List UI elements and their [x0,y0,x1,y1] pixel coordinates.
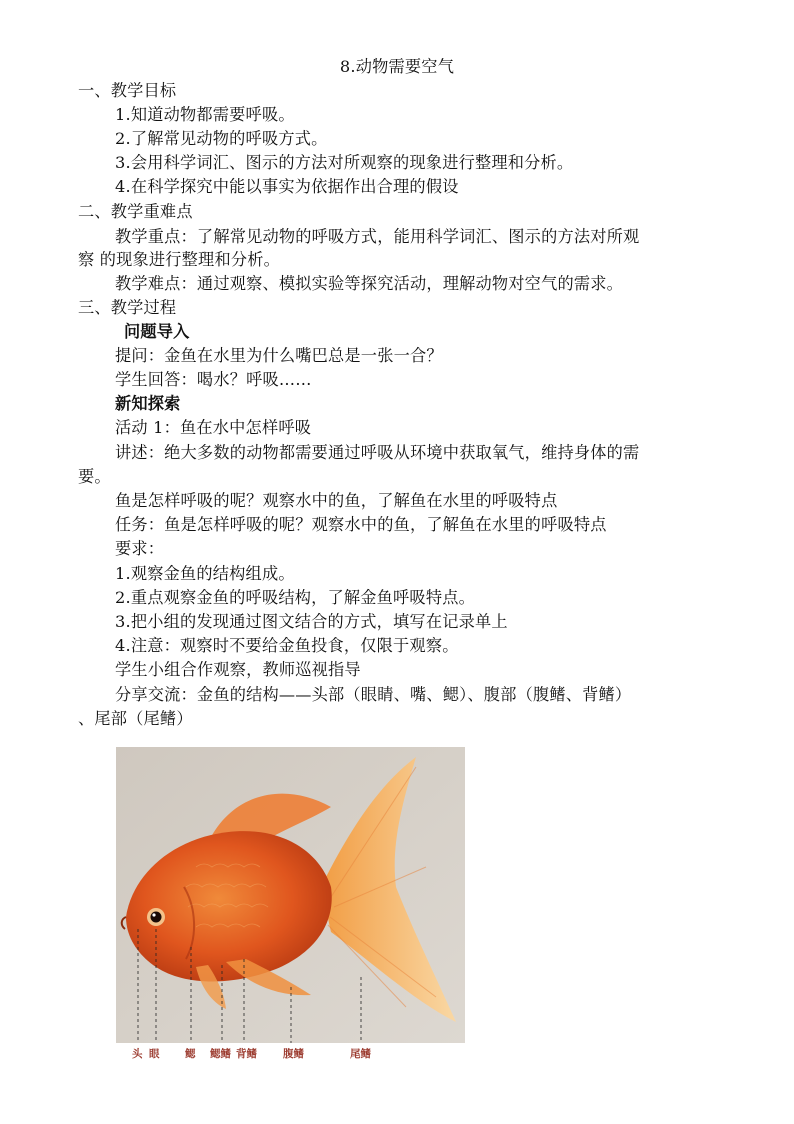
page-title: 8.动物需要空气 [339,57,455,76]
goal-item: 2.了解常见动物的呼吸方式。 [115,129,328,148]
requirement-item: 2.重点观察金鱼的呼吸结构，了解金鱼呼吸特点。 [115,588,475,607]
requirement-item: 1.观察金鱼的结构组成。 [115,564,295,583]
figure-labels [0,1046,794,1066]
figure-label-belly-fin: 腹鳍 [283,1048,304,1060]
goldfish-illustration [116,747,465,1043]
section-heading-goals: 一、教学目标 [78,81,177,100]
question-text: 提问：金鱼在水里为什么嘴巴总是一张一合？ [115,346,443,365]
goal-item: 3.会用科学词汇、图示的方法对所观察的现象进行整理和分析。 [115,153,574,172]
key-point-text: 教学重点：了解常见动物的呼吸方式，能用科学词汇、图示的方法对所观 [115,227,640,246]
figure-label-eye: 眼 [149,1048,160,1060]
share-text-cont: 、尾部（尾鳍） [78,709,193,728]
answer-text: 学生回答：喝水？呼吸…… [115,370,312,389]
figure-label-gill: 鳃 [185,1048,196,1060]
figure-label-head: 头 [132,1048,143,1060]
figure-label-tail-fin: 尾鳍 [350,1048,371,1060]
activity-heading: 活动 1：鱼在水中怎样呼吸 [115,418,312,437]
goldfish-photo [116,747,465,1043]
section-heading-key-points: 二、教学重难点 [78,202,193,221]
task-text: 任务：鱼是怎样呼吸的呢？观察水中的鱼，了解鱼在水里的呼吸特点 [115,515,607,534]
share-text: 分享交流：金鱼的结构——头部（眼睛、嘴、鳃）、腹部（腹鳍、背鳍） [115,685,632,704]
requirement-item: 3.把小组的发现通过图文结合的方式，填写在记录单上 [115,612,508,631]
key-point-text-cont: 察 的现象进行整理和分析。 [78,250,280,269]
intro-heading: 问题导入 [124,322,190,341]
group-work-text: 学生小组合作观察，教师巡视指导 [115,660,361,679]
lecture-text: 讲述：绝大多数的动物都需要通过呼吸从环境中获取氧气，维持身体的需 [115,443,640,462]
figure-label-gill-fin: 鳃鳍 [210,1048,231,1060]
figure-label-dorsal-fin: 背鳍 [236,1048,257,1060]
requirement-item: 4.注意：观察时不要给金鱼投食，仅限于观察。 [115,636,459,655]
goal-item: 4.在科学探究中能以事实为依据作出合理的假设 [115,177,459,196]
difficulty-text: 教学难点：通过观察、模拟实验等探究活动，理解动物对空气的需求。 [115,274,624,293]
section-heading-process: 三、教学过程 [78,298,177,317]
explore-heading: 新知探索 [115,394,181,413]
fish-question-text: 鱼是怎样呼吸的呢？观察水中的鱼，了解鱼在水里的呼吸特点 [115,491,558,510]
lecture-text-cont: 要。 [78,467,111,486]
goal-item: 1.知道动物都需要呼吸。 [115,105,295,124]
requirements-label: 要求： [115,539,165,558]
